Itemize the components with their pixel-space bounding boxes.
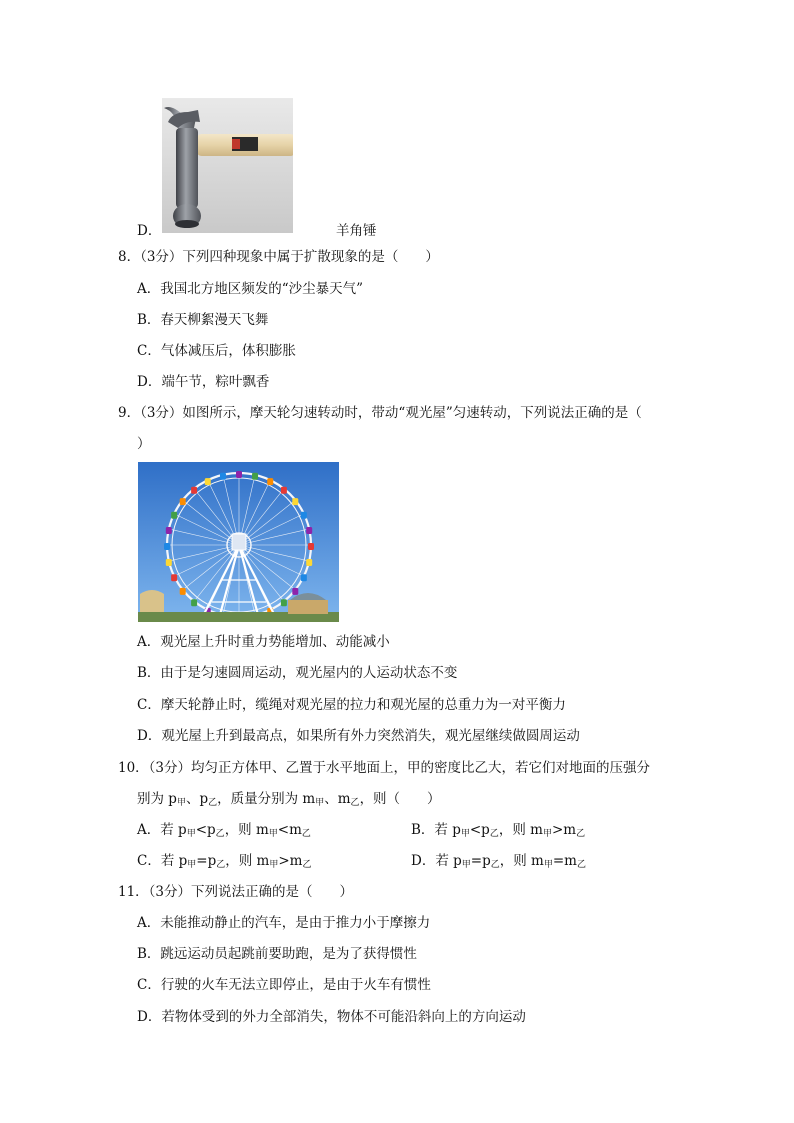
wheel-cabin <box>191 599 197 606</box>
wheel-cabin <box>236 471 242 478</box>
q8-option-b: B．春天柳絮漫天飞舞 <box>137 312 269 328</box>
q10-option-c: C．若 $p_甲=p_乙$，则 $m_甲>m_乙$ <box>137 853 312 870</box>
wheel-cabin <box>164 543 170 550</box>
wheel-cabin <box>171 574 177 581</box>
wheel-cabin <box>292 498 298 505</box>
wheel-cabin <box>180 498 186 505</box>
q8-option-a: A．我国北方地区频发的“沙尘暴天气” <box>137 281 364 297</box>
wheel-cabin <box>166 559 172 566</box>
q8-option-c: C．气体减压后，体积膨胀 <box>137 343 296 359</box>
q11-stem: 11．（3分）下列说法正确的是（ ） <box>118 884 354 900</box>
q10-stem-line2: 别为 $p_甲$、$p_乙$，质量分别为 $m_甲$、$m_乙$，则（ ） <box>137 791 441 808</box>
wheel-cabin <box>180 588 186 595</box>
q9-stem-line1: 9．（3分）如图所示，摩天轮匀速转动时，带动“观光屋”匀速转动，下列说法正确的是（ <box>118 405 642 421</box>
q7-option-d-caption: 羊角锤 <box>336 223 377 239</box>
wheel-cabin <box>308 543 314 550</box>
q8-stem: 8．（3分）下列四种现象中属于扩散现象的是（ ） <box>118 249 439 265</box>
q10-option-a: A．若 $p_甲<p_乙$，则 $m_甲<m_乙$ <box>137 822 311 839</box>
wheel-cabin <box>292 588 298 595</box>
q11-option-a: A．未能推动静止的汽车，是由于推力小于摩擦力 <box>137 915 431 931</box>
wheel-cabin <box>166 527 172 534</box>
ferris-wheel-image <box>138 462 339 622</box>
q8-option-d: D．端午节，粽叶飘香 <box>137 374 270 390</box>
wheel-cabin <box>306 527 312 534</box>
q10-stem-line1: 10．（3分）均匀正方体甲、乙置于水平地面上，甲的密度比乙大，若它们对地面的压强分 <box>118 760 651 776</box>
q11-option-d: D．若物体受到的外力全部消失，物体不可能沿斜向上的方向运动 <box>137 1009 526 1025</box>
hammer-image <box>162 98 293 233</box>
wheel-cabin <box>205 478 211 485</box>
wheel-cabin <box>267 478 273 485</box>
q10-option-b: B．若 $p_甲<p_乙$，则 $m_甲>m_乙$ <box>411 822 586 839</box>
q9-option-b: B．由于是匀速圆周运动，观光屋内的人运动状态不变 <box>137 665 458 681</box>
q11-option-c: C．行驶的火车无法立即停止，是由于火车有惯性 <box>137 977 431 993</box>
wheel-cabin <box>252 473 258 480</box>
wheel-cabin <box>301 512 307 519</box>
ferris-wheel-illustration <box>138 462 339 622</box>
wheel-cabin <box>171 512 177 519</box>
wheel-cabin <box>220 473 226 480</box>
wheel-cabin <box>301 574 307 581</box>
wheel-cabin <box>306 559 312 566</box>
wheel-cabin <box>281 487 287 494</box>
q7-option-d-letter: D． <box>137 223 162 239</box>
wheel-cabin <box>191 487 197 494</box>
q10-option-d: D．若 $p_甲=p_乙$，则 $m_甲=m_乙$ <box>411 853 587 870</box>
q9-option-a: A．观光屋上升时重力势能增加、动能减小 <box>137 634 390 650</box>
q9-stem-line2: ） <box>137 436 151 452</box>
hammer-illustration <box>162 98 293 233</box>
q9-option-d: D．观光屋上升到最高点，如果所有外力突然消失，观光屋继续做圆周运动 <box>137 728 580 744</box>
wheel-cabin <box>281 599 287 606</box>
q9-option-c: C．摩天轮静止时，缆绳对观光屋的拉力和观光屋的总重力为一对平衡力 <box>137 697 566 713</box>
q11-option-b: B．跳远运动员起跳前要助跑，是为了获得惯性 <box>137 946 417 962</box>
